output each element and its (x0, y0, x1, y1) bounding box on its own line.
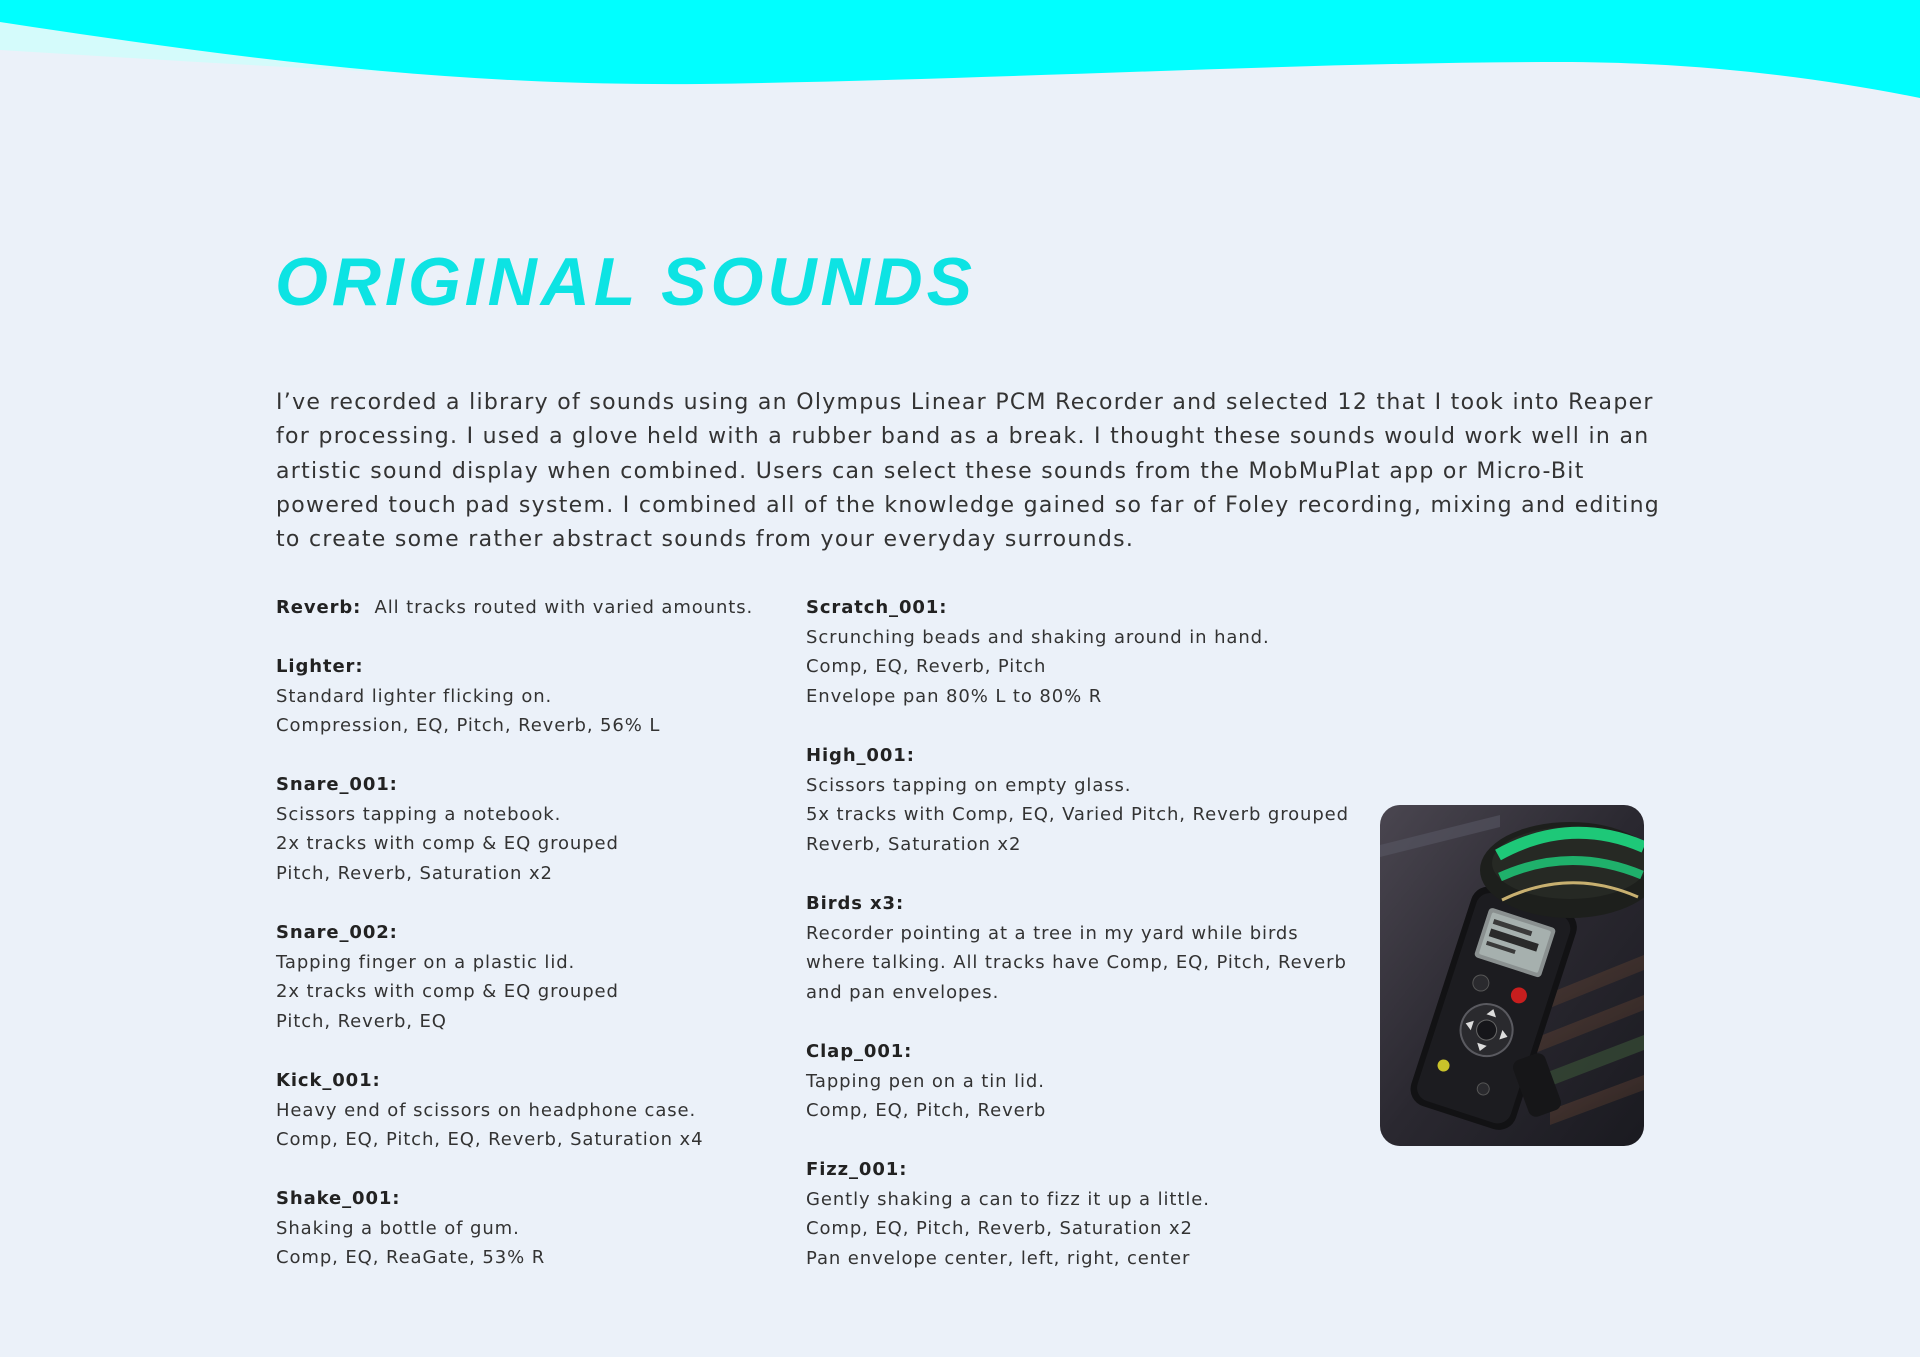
reverb-text: All tracks routed with varied amounts. (374, 597, 754, 618)
sound-heading: Birds x3: (806, 893, 905, 914)
sound-processing: Comp, EQ, Pitch, EQ, Reverb, Saturation x4 (276, 1129, 704, 1151)
sound-processing: Reverb, Saturation x2 (806, 833, 1022, 855)
sound-processing: Pitch, Reverb, Saturation x2 (276, 862, 553, 884)
page-title: ORIGINAL SOUNDS (275, 244, 977, 320)
sound-heading: Scratch_001: (806, 597, 948, 618)
intro-paragraph: I’ve recorded a library of sounds using an Olympus Linear PCM Recorder and selected 12 that I took into Reaper for processing. I used a glove held with a rubber band as a break. I thought these sounds would work well in an artistic sound display when combined. Users can select these sounds from the MobMuPlat app or Micro-Bit powered touch pad system. I combined all of the knowledge gained so far of Foley recording, mixing and editing to create some rather abstract sounds from your everyday surrounds. (276, 390, 1661, 553)
sound-entry-kick-001 (276, 1066, 703, 1155)
reverb-note (276, 593, 753, 623)
reverb-heading: Reverb: (276, 597, 362, 618)
sound-description: Tapping pen on a tin lid. (806, 1070, 1045, 1092)
sound-processing: Comp, EQ, ReaGate, 53% R (276, 1247, 546, 1269)
sound-entry-high-001 (806, 741, 1349, 859)
sound-heading: Snare_001: (276, 774, 398, 795)
sound-processing: Pitch, Reverb, EQ (276, 1010, 447, 1032)
sound-heading: Kick_001: (276, 1070, 381, 1091)
sound-processing: Comp, EQ, Pitch, Reverb, Saturation x2 (806, 1218, 1193, 1240)
sound-heading: Lighter: (276, 656, 364, 677)
sound-heading: Clap_001: (806, 1041, 913, 1062)
sound-entry-snare-002 (276, 918, 619, 1036)
sound-processing: 5x tracks with Comp, EQ, Varied Pitch, Reverb grouped (806, 804, 1349, 826)
sound-processing: Envelope pan 80% L to 80% R (806, 685, 1103, 707)
sound-description: Heavy end of scissors on headphone case. (276, 1099, 697, 1121)
sound-description: Standard lighter flicking on. (276, 685, 553, 707)
sound-description: where talking. All tracks have Comp, EQ, Pitch, Reverb (806, 952, 1347, 974)
recorder-photo (1380, 805, 1644, 1146)
sound-description: Gently shaking a can to fizz it up a little. (806, 1188, 1210, 1210)
sound-entry-snare-001 (276, 770, 619, 888)
sound-processing: Compression, EQ, Pitch, Reverb, 56% L (276, 715, 661, 737)
sound-heading: High_001: (806, 745, 915, 766)
sound-description: Scissors tapping a notebook. (276, 803, 562, 825)
sound-processing: 2x tracks with comp & EQ grouped (276, 833, 619, 855)
sound-description: Shaking a bottle of gum. (276, 1217, 520, 1239)
sound-description: Scissors tapping on empty glass. (806, 774, 1132, 796)
sound-processing: 2x tracks with comp & EQ grouped (276, 981, 619, 1003)
sound-entry-scratch-001 (806, 593, 1270, 711)
sound-entry-shake-001 (276, 1184, 545, 1273)
sound-processing: Pan envelope center, left, right, center (806, 1247, 1191, 1269)
sound-entry-fizz-001 (806, 1155, 1210, 1273)
sound-description: Scrunching beads and shaking around in hand. (806, 626, 1270, 648)
sound-description: Recorder pointing at a tree in my yard while birds (806, 922, 1299, 944)
sound-entry-clap-001 (806, 1037, 1046, 1126)
sound-processing: Comp, EQ, Pitch, Reverb (806, 1100, 1047, 1122)
top-wave-decoration (0, 0, 1920, 110)
sound-heading: Shake_001: (276, 1188, 401, 1209)
sound-heading: Fizz_001: (806, 1159, 908, 1180)
sound-heading: Snare_002: (276, 922, 398, 943)
sound-entry-birds-x3 (806, 889, 1347, 1007)
sound-description: Tapping finger on a plastic lid. (276, 951, 576, 973)
sound-description: and pan envelopes. (806, 981, 1000, 1003)
sound-entry-lighter (276, 652, 660, 741)
sound-processing: Comp, EQ, Reverb, Pitch (806, 656, 1047, 678)
